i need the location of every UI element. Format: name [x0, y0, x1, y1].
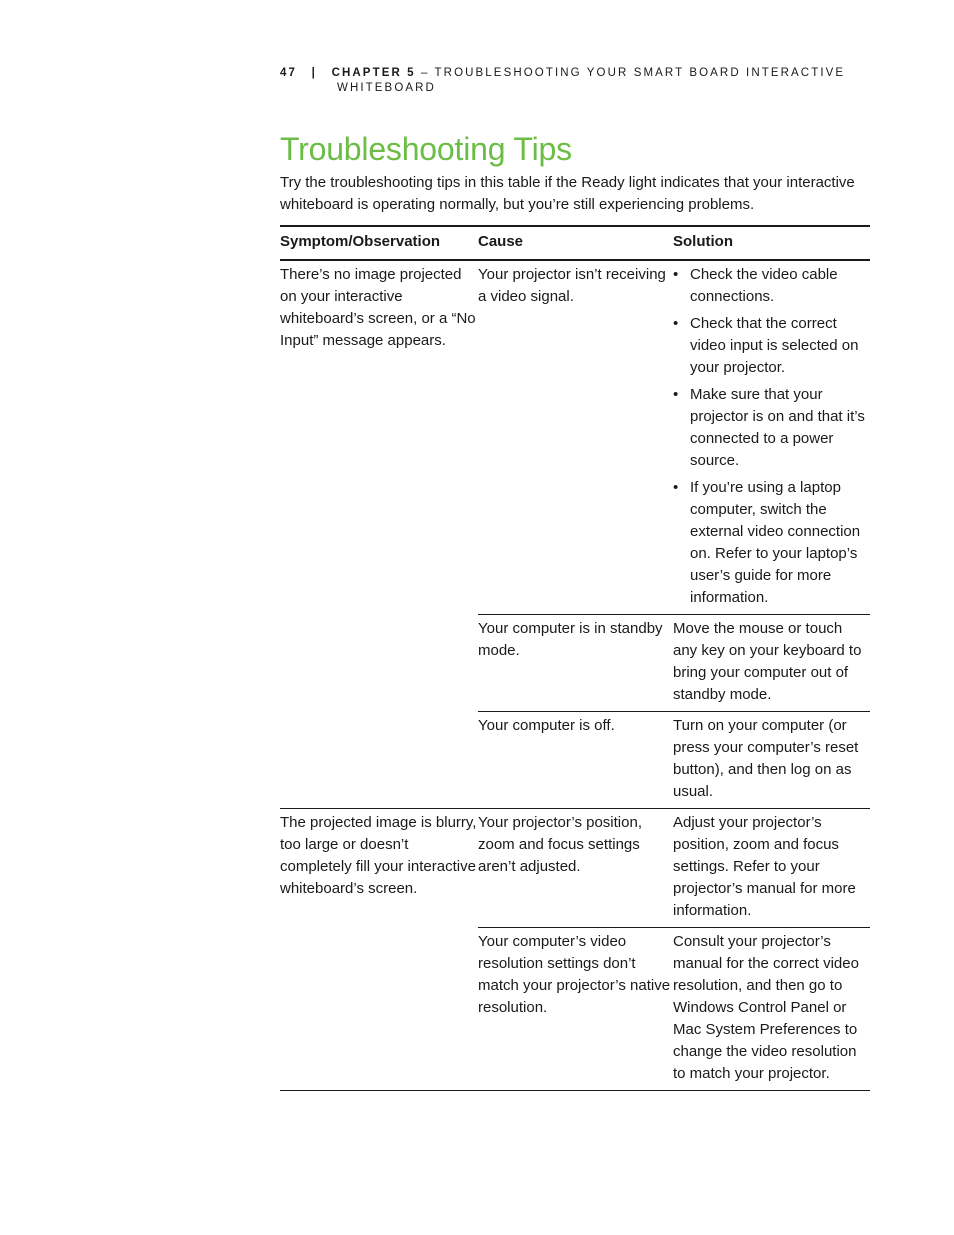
solution-cell: Turn on your computer (or press your computer’s reset button), and then log on as usual. [673, 712, 870, 809]
page-number: 47 [280, 67, 297, 79]
symptom-cell: The projected image is blurry, too large or doesn’t completely fill your interactive whiteboard’s screen. [280, 809, 478, 1091]
chapter-title-continued: WHITEBOARD [337, 82, 436, 94]
solution-cell: Consult your projector’s manual for the correct video resolution, and then go to Windows Control Panel or Mac System Preferences to change the video resolution to match your projector. [673, 928, 870, 1091]
solution-cell: Move the mouse or touch any key on your keyboard to bring your computer out of standby mode. [673, 615, 870, 712]
column-header-symptom: Symptom/Observation [280, 226, 478, 260]
cause-cell: Your projector’s position, zoom and focus settings aren’t adjusted. [478, 809, 673, 928]
running-header [280, 66, 870, 96]
bullet: • [673, 266, 679, 283]
header-separator: | [311, 67, 317, 79]
section-intro: Try the troubleshooting tips in this table if the Ready light indicates that your interactive whiteboard is operating normally, but you’re still experiencing problems. [280, 174, 855, 213]
column-header-solution: Solution [673, 226, 870, 260]
bullet: • [673, 315, 679, 332]
bullet: • [673, 479, 679, 496]
column-header-cause: Cause [478, 226, 673, 260]
solution-list-item: • If you’re using a laptop computer, switch the external video connection on. Refer to your laptop’s user’s guide for more information. [673, 479, 861, 606]
solution-list-item: • Check the video cable connections. [673, 266, 838, 305]
cause-cell: Your projector isn’t receiving a video signal. [478, 266, 666, 305]
bullet: • [673, 386, 679, 403]
section-title: Troubleshooting Tips [280, 131, 572, 167]
cause-cell: Your computer is off. [478, 712, 673, 809]
solution-list-item: • Make sure that your projector is on and that it’s connected to a power source. [673, 386, 865, 469]
cause-cell: Your computer’s video resolution settings don’t match your projector’s native resolution. [478, 928, 673, 1091]
table-row [280, 260, 870, 615]
table-header-row [280, 226, 870, 260]
solution-cell [673, 260, 870, 615]
solution-list-item: • Check that the correct video input is selected on your projector. [673, 315, 859, 376]
cause-cell: Your computer is in standby mode. [478, 615, 673, 712]
chapter-title: – TROUBLESHOOTING YOUR SMART BOARD INTERACTIVE [415, 67, 846, 79]
solution-cell: Adjust your projector’s position, zoom and focus settings. Refer to your projector’s manual for more information. [673, 809, 870, 928]
troubleshooting-table [280, 225, 870, 1091]
symptom-cell: There’s no image projected on your interactive whiteboard’s screen, or a “No Input” message appears. [280, 266, 476, 349]
solution-list [673, 264, 870, 609]
table-row [280, 809, 870, 928]
chapter-label: CHAPTER 5 [331, 67, 416, 79]
